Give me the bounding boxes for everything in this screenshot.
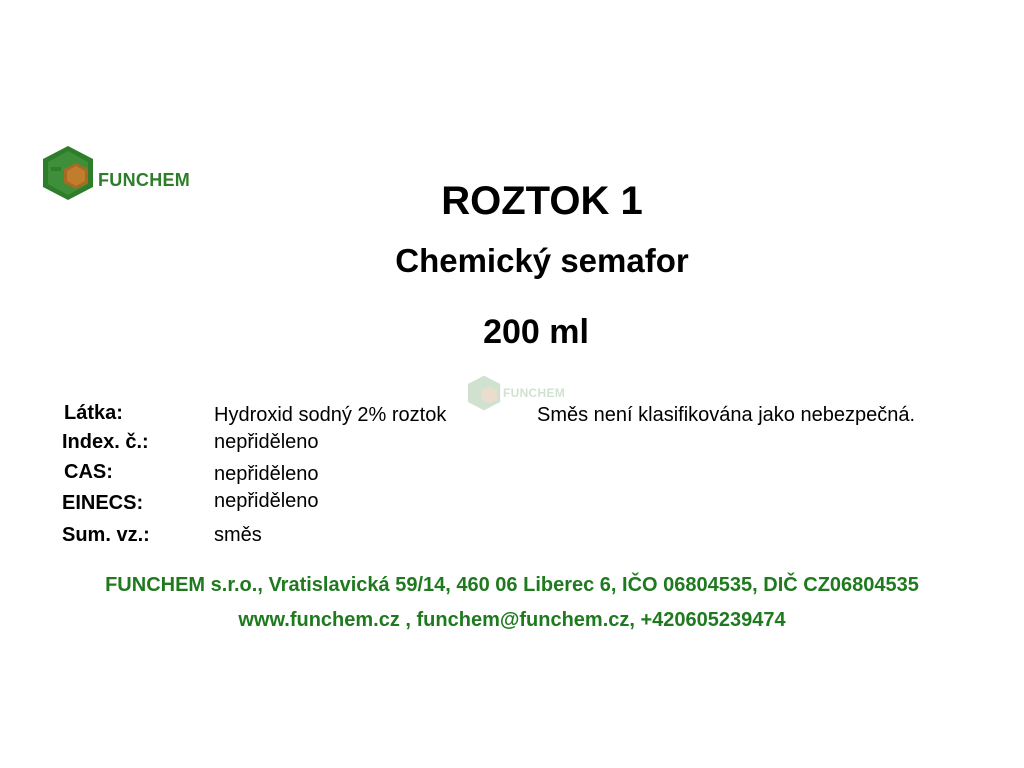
watermark-hexagon-icon	[466, 373, 506, 413]
watermark-text: FUNCHEM	[503, 386, 566, 400]
field-value-index: nepřiděleno	[214, 431, 319, 453]
company-contacts: www.funchem.cz , funchem@funchem.cz, +420605239474	[238, 609, 786, 631]
field-label-cas: CAS:	[64, 461, 113, 483]
product-subtitle: Chemický semafor	[395, 242, 689, 279]
company-address: FUNCHEM s.r.o., Vratislavická 59/14, 460 06 Liberec 6, IČO 06804535, DIČ CZ06804535	[105, 574, 919, 596]
field-value-sum: směs	[214, 524, 262, 546]
field-value-latka: Hydroxid sodný 2% roztok	[214, 404, 447, 426]
field-value-cas: nepřiděleno	[214, 463, 319, 485]
field-label-sum: Sum. vz.:	[62, 524, 150, 546]
field-label-index: Index. č.:	[62, 431, 149, 453]
logo-text: FUNCHEM	[98, 170, 191, 190]
product-volume: 200 ml	[483, 313, 589, 351]
classification-note: Směs není klasifikována jako nebezpečná.	[537, 404, 916, 426]
field-label-latka: Látka:	[64, 402, 123, 424]
field-label-einecs: EINECS:	[62, 492, 144, 514]
field-value-einecs: nepřiděleno	[214, 490, 319, 512]
product-title: ROZTOK 1	[441, 179, 643, 223]
